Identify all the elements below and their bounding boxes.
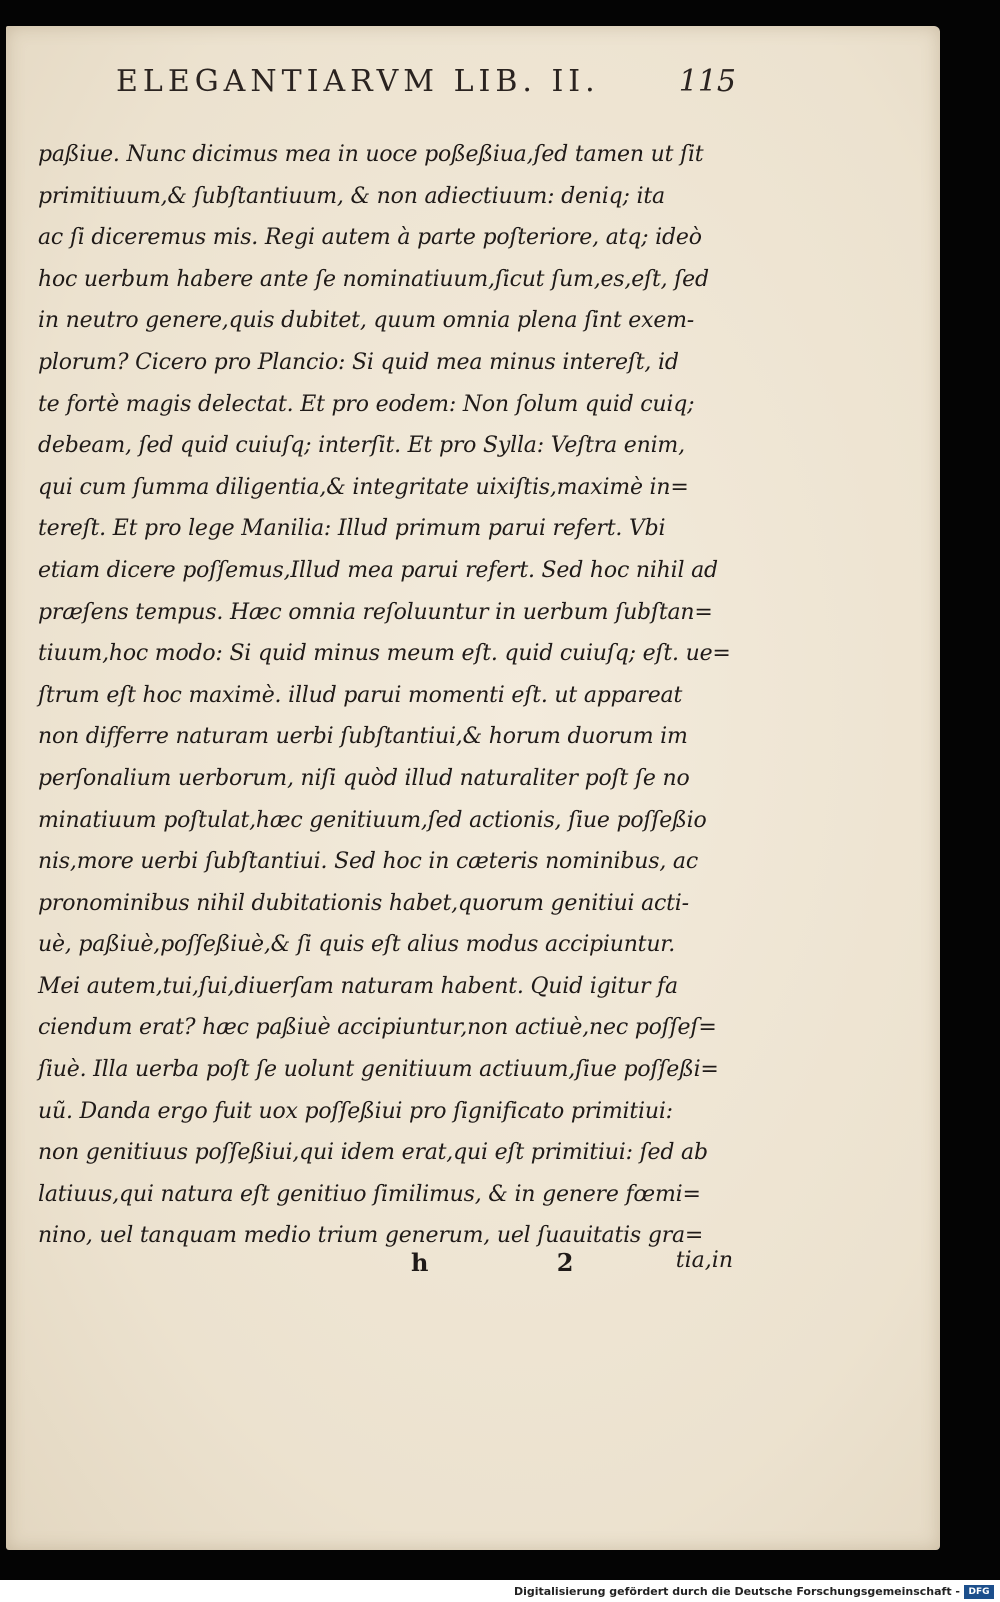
text-line: hoc uerbum habere ante ſe nominatiuum,ſicut ſum,es,eſt, ſed bbox=[38, 266, 709, 292]
text-line: Mei autem,tui,ſui,diuerſam naturam habent. Quid igitur fa bbox=[38, 973, 678, 999]
text-line: uũ. Danda ergo fuit uox poſſeßiui pro ſignificato primitiui: bbox=[38, 1098, 673, 1124]
credit-text: Digitalisierung gefördert durch die Deutsche Forschungsgemeinschaft - bbox=[513, 1585, 960, 1598]
text-line: præſens tempus. Hæc omnia reſoluuntur in uerbum ſubſtan= bbox=[38, 599, 713, 625]
text-line: plorum? Cicero pro Plancio: Si quid mea minus intereſt, id bbox=[38, 349, 679, 375]
text-line: etiam dicere poſſemus,Illud mea parui refert. Sed hoc nihil ad bbox=[38, 557, 718, 583]
text-line: qui cum ſumma diligentia,& integritate uixiſtis,maximè in= bbox=[38, 474, 689, 500]
running-head: ELEGANTIARVM LIB. II. bbox=[116, 64, 600, 99]
text-line: ciendum erat? hæc paßiuè accipiuntur,non actiuè,nec poſſeſ= bbox=[38, 1015, 717, 1041]
page-footer bbox=[411, 1248, 741, 1288]
text-line: uè, paßiuè,poſſeßiuè,& ſi quis eſt alius modus accipiuntur. bbox=[38, 932, 675, 958]
text-line: ſtrum eſt hoc maximè. illud parui momenti eſt. ut appareat bbox=[38, 682, 683, 708]
text-line: minatiuum poſtulat,hæc genitiuum,ſed actionis, ſiue poſſeßio bbox=[38, 807, 707, 833]
text-line: non differre naturam uerbi ſubſtantiui,& horum duorum im bbox=[38, 724, 688, 750]
catchword: tia,in bbox=[675, 1248, 733, 1273]
text-line: debeam, ſed quid cuiuſq; interſit. Et pro Sylla: Veſtra enim, bbox=[38, 433, 685, 459]
text-line: in neutro genere,quis dubitet, quum omnia plena ſint exem- bbox=[38, 308, 695, 334]
text-line: paßiue. Nunc dicimus mea in uoce poßeßiua,ſed tamen ut ſit bbox=[38, 142, 704, 167]
credit-bar bbox=[0, 1580, 1000, 1602]
page-number: 115 bbox=[678, 64, 736, 99]
dfg-logo: DFG bbox=[964, 1585, 994, 1599]
text-line: nino, uel tanquam medio trium generum, uel ſuauitatis gra= bbox=[38, 1223, 704, 1249]
text-line: tereſt. Et pro lege Manilia: Illud primum parui refert. Vbi bbox=[38, 516, 666, 542]
body-text bbox=[38, 134, 738, 1257]
text-line: tiuum,hoc modo: Si quid minus meum eſt. quid cuiuſq; eſt. ue= bbox=[38, 641, 731, 667]
text-line: latiuus,qui natura eſt genitiuo ſimilimus, & in genere fœmi= bbox=[38, 1181, 701, 1207]
text-line: nis,more uerbi ſubſtantiui. Sed hoc in cæteris nominibus, ac bbox=[38, 849, 698, 875]
page-header bbox=[116, 64, 736, 104]
text-line: ſiuè. Illa uerba poſt ſe uolunt genitiuum actiuum,ſiue poſſeßi= bbox=[38, 1057, 719, 1083]
text-line: te fortè magis delectat. Et pro eodem: Non ſolum quid cuiq; bbox=[38, 391, 695, 417]
text-line: perſonalium uerborum, niſi quòd illud naturaliter poſt ſe no bbox=[38, 765, 690, 791]
signature-mark: h 2 bbox=[411, 1248, 634, 1277]
text-line: primitiuum,& ſubſtantiuum, & non adiectiuum: deniq; ita bbox=[38, 183, 665, 209]
text-line: ac ſi diceremus mis. Regi autem à parte poſteriore, atq; ideò bbox=[38, 225, 702, 251]
text-line: non genitiuus poſſeßiui,qui idem erat,qui eſt primitiui: ſed ab bbox=[38, 1140, 708, 1166]
book-page bbox=[6, 26, 940, 1550]
text-line: pronominibus nihil dubitationis habet,quorum genitiui acti- bbox=[38, 890, 689, 916]
